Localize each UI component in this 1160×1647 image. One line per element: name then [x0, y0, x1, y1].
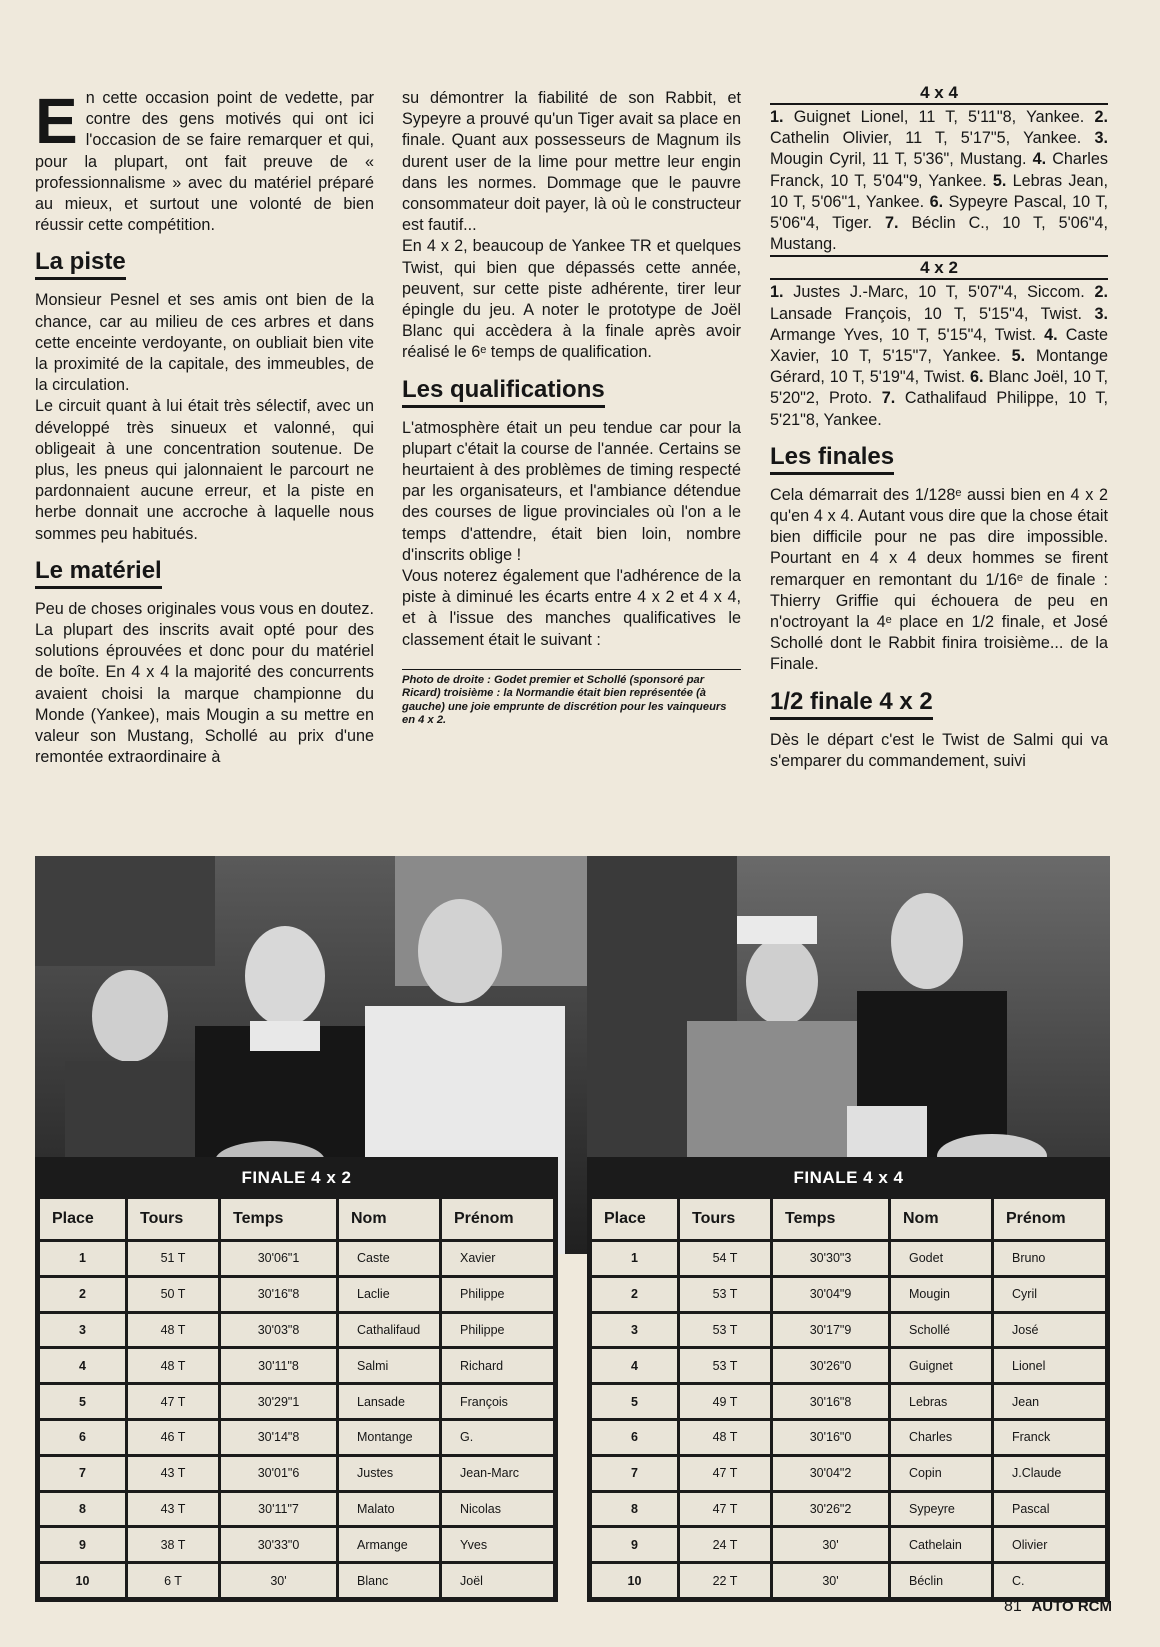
- results-heading-4x4: 4 x 4: [770, 82, 1108, 105]
- result-entry: Cathalifaud Philippe, 10 T, 5'21"8, Yankee.: [770, 389, 1109, 429]
- table-cell: Charles: [891, 1421, 991, 1454]
- heading-les-finales: Les finales: [770, 443, 894, 475]
- table-cell: Olivier: [994, 1528, 1105, 1561]
- table-cell: 3: [592, 1314, 677, 1347]
- table-cell: 7: [40, 1457, 125, 1490]
- page-number: 81: [1004, 1598, 1022, 1615]
- table-cell: Lionel: [994, 1349, 1105, 1382]
- table-title: FINALE 4 x 2: [241, 1168, 352, 1187]
- result-entry: Charles Franck, 10 T, 5'04"9, Yankee.: [770, 150, 1108, 190]
- table-cell: G.: [442, 1421, 553, 1454]
- table-cell: Copin: [891, 1457, 991, 1490]
- table-cell: 8: [40, 1493, 125, 1526]
- table-cell: 6: [40, 1421, 125, 1454]
- results-4x4: [770, 107, 1108, 255]
- table-cell: 30': [773, 1564, 888, 1597]
- table-cell: Schollé: [891, 1314, 991, 1347]
- table-cell: 9: [592, 1528, 677, 1561]
- table-cell: C.: [994, 1564, 1105, 1597]
- result-entry: Lansade François, 10 T, 5'15"4, Twist.: [770, 304, 1082, 323]
- table-grid: [40, 1199, 553, 1597]
- table-cell: Philippe: [442, 1278, 553, 1311]
- result-entry: Mougin Cyril, 11 T, 5'36", Mustang.: [770, 150, 1027, 169]
- magazine-name: AUTO RCM: [1031, 1598, 1112, 1615]
- result-entry: Justes J.-Marc, 10 T, 5'07"4, Siccom.: [783, 283, 1085, 302]
- table-cell: Nicolas: [442, 1493, 553, 1526]
- result-entry: Blanc Joël, 10 T, 5'20"2, Proto.: [770, 368, 1109, 408]
- table-cell: 30'11"7: [221, 1493, 336, 1526]
- table-cell: 30'14"8: [221, 1421, 336, 1454]
- qualif-paragraph-1: L'atmosphère était un peu tendue car pour la plupart c'était la course de l'année. Certains se heurtaient à des problèmes de timing respecté par les organisateurs, et l'ambiance détendue des courses de ligue provinciales où l'on a le temps d'attendre, était bien loin, nombre d'inscrits oblige !: [402, 418, 741, 564]
- table-cell: 30'04"9: [773, 1278, 888, 1311]
- table-cell: Montange: [339, 1421, 439, 1454]
- result-entry: Cathelin Olivier, 11 T, 5'17"5, Yankee.: [770, 129, 1082, 148]
- article-column-3: [770, 83, 1109, 772]
- column-header: Prénom: [994, 1199, 1105, 1239]
- intro-paragraph: En cette occasion point de vedette, par contre des gens motivés qui ont ici l'occasion de se faire remarquer et qui, pour la plupart, ont fait preuve de « professionnalisme » avec du matériel préparé au mieux, et surtout une volonté de bien réussir cette compétition.: [35, 85, 374, 235]
- table-cell: Jean: [994, 1385, 1105, 1418]
- col2-paragraph-2: En 4 x 2, beaucoup de Yankee TR et quelques Twist, qui bien que dépassés cette année, peuvent, sur cette piste adhérente, tirer leur épingle du jeu. A noter le prototype de Joël Blanc qui accèdera à la finale après avoir réalisé le 6ᵉ temps de qualification.: [402, 237, 741, 362]
- column-header: Prénom: [442, 1199, 553, 1239]
- table-cell: 43 T: [128, 1457, 218, 1490]
- table-cell: Armange: [339, 1528, 439, 1561]
- table-cell: 3: [40, 1314, 125, 1347]
- table-cell: 4: [40, 1349, 125, 1382]
- table-cell: Philippe: [442, 1314, 553, 1347]
- table-cell: 1: [40, 1242, 125, 1275]
- table-cell: 5: [592, 1385, 677, 1418]
- table-cell: 53 T: [680, 1278, 770, 1311]
- demi-finale-paragraph: Dès le départ c'est le Twist de Salmi qui va s'emparer du commandement, suivi: [770, 730, 1108, 770]
- result-rank: 1.: [770, 283, 784, 302]
- table-cell: Cathelain: [891, 1528, 991, 1561]
- piste-paragraph-2: Le circuit quant à lui était très sélectif, avec un développé très sinueux et valonné, qui obligeait à une concentration soutenue. De plus, les pneus qui jalonnaient le parcourt ne pardonnaient aucune erreur, et la piste en herbe donnait une accroche à laquelle nous sommes peu habitués.: [35, 397, 374, 543]
- column-header: Temps: [773, 1199, 888, 1239]
- result-entry: Armange Yves, 10 T, 5'15"4, Twist.: [770, 325, 1037, 344]
- article-column-2: [402, 88, 741, 728]
- table-cell: Franck: [994, 1421, 1105, 1454]
- table-cell: Godet: [891, 1242, 991, 1275]
- table-cell: Blanc: [339, 1564, 439, 1597]
- qualif-paragraph-2: Vous noterez également que l'adhérence de la piste à diminué les écarts entre 4 x 2 et 4 x 4, et à l'issue des manches qualificatives le classement était le suivant :: [402, 567, 741, 649]
- result-rank: 4.: [1044, 325, 1058, 344]
- heading-demi-finale-4x2: 1/2 finale 4 x 2: [770, 688, 933, 720]
- table-cell: 30'26"0: [773, 1349, 888, 1382]
- result-rank: 3.: [1094, 129, 1108, 148]
- table-cell: Cathalifaud: [339, 1314, 439, 1347]
- result-rank: 4.: [1032, 150, 1047, 169]
- table-cell: Xavier: [442, 1242, 553, 1275]
- table-cell: 2: [40, 1278, 125, 1311]
- table-cell: 6: [592, 1421, 677, 1454]
- table-cell: 30'03"8: [221, 1314, 336, 1347]
- table-cell: 48 T: [128, 1349, 218, 1382]
- column-header: Place: [592, 1199, 677, 1239]
- result-rank: 7.: [881, 389, 896, 408]
- results-heading-4x2: 4 x 2: [770, 255, 1108, 280]
- page-footer: [1004, 1598, 1112, 1616]
- table-cell: 53 T: [680, 1314, 770, 1347]
- table-grid: [592, 1199, 1105, 1597]
- table-cell: 47 T: [680, 1493, 770, 1526]
- heading-le-materiel: Le matériel: [35, 557, 162, 589]
- table-cell: 43 T: [128, 1493, 218, 1526]
- table-cell: J.Claude: [994, 1457, 1105, 1490]
- table-cell: Lansade: [339, 1385, 439, 1418]
- table-cell: Bruno: [994, 1242, 1105, 1275]
- table-cell: 49 T: [680, 1385, 770, 1418]
- table-finale-4x2: [35, 1157, 558, 1602]
- table-cell: Cyril: [994, 1278, 1105, 1311]
- table-cell: 46 T: [128, 1421, 218, 1454]
- table-cell: 7: [592, 1457, 677, 1490]
- column-header: Tours: [128, 1199, 218, 1239]
- table-cell: Yves: [442, 1528, 553, 1561]
- result-entry: Sypeyre Pascal, 10 T, 5'06"4, Tiger.: [770, 192, 1109, 233]
- result-entry: Montange Gérard, 10 T, 5'19"4, Twist.: [770, 347, 1108, 387]
- table-cell: 48 T: [128, 1314, 218, 1347]
- table-cell: 38 T: [128, 1528, 218, 1561]
- table-cell: Pascal: [994, 1493, 1105, 1526]
- table-cell: Richard: [442, 1349, 553, 1382]
- table-finale-4x4: [587, 1157, 1110, 1602]
- result-entry: Béclin C., 10 T, 5'06"4, Mustang.: [770, 214, 1108, 254]
- table-cell: 30'33"0: [221, 1528, 336, 1561]
- table-cell: 47 T: [680, 1457, 770, 1490]
- table-cell: Jean-Marc: [442, 1457, 553, 1490]
- table-cell: 6 T: [128, 1564, 218, 1597]
- column-header: Tours: [680, 1199, 770, 1239]
- table-cell: 48 T: [680, 1421, 770, 1454]
- table-cell: 9: [40, 1528, 125, 1561]
- table-cell: 22 T: [680, 1564, 770, 1597]
- heading-la-piste: La piste: [35, 248, 126, 280]
- drop-cap: E: [35, 85, 78, 157]
- table-cell: José: [994, 1314, 1105, 1347]
- finales-paragraph: Cela démarrait des 1/128ᵉ aussi bien en 4 x 2 qu'en 4 x 4. Autant vous dire que la chose était bien difficile pour ne pas dire impossible. Pourtant en 4 x 4 deux hommes se firent remarquer en remontant du 1/16ᵉ de finale : Thierry Griffie qui échouera de peu en n'octroyant la 4ᵉ place en 1/2 finale, et José Schollé dont le Rabbit finira troisième... de la Finale.: [770, 485, 1108, 674]
- column-header: Temps: [221, 1199, 336, 1239]
- table-cell: Caste: [339, 1242, 439, 1275]
- table-cell: Mougin: [891, 1278, 991, 1311]
- table-cell: 5: [40, 1385, 125, 1418]
- column-header: Nom: [339, 1199, 439, 1239]
- photo-caption: Photo de droite : Godet premier et Schollé (sponsoré par Ricard) troisième : la Normandie était bien représentée (à gauche) une joie emprunte de discrétion pour les vainqueurs en 4 x 2.: [402, 669, 741, 728]
- result-entry: Caste Xavier, 10 T, 5'15"7, Yankee.: [770, 325, 1108, 366]
- result-entry: Guignet Lionel, 11 T, 5'11"8, Yankee.: [783, 108, 1085, 126]
- table-cell: 51 T: [128, 1242, 218, 1275]
- result-rank: 7.: [884, 214, 899, 233]
- table-cell: 30'04"2: [773, 1457, 888, 1490]
- result-rank: 6.: [929, 192, 944, 211]
- table-cell: 30'17"9: [773, 1314, 888, 1347]
- materiel-paragraph: Peu de choses originales vous vous en doutez. La plupart des inscrits avait opté pour des solutions éprouvées et donc pour du matériel de boîte. En 4 x 4 la majorité des concurrents avaient choisi la marque championne du Monde (Yankee), mais Mougin a su mettre en valeur son Mustang, Schollé au prix d'une remontée extraordinaire à: [35, 599, 374, 767]
- table-cell: 47 T: [128, 1385, 218, 1418]
- table-cell: 30'11"8: [221, 1349, 336, 1382]
- heading-les-qualifications: Les qualifications: [402, 376, 605, 408]
- table-cell: 30': [221, 1564, 336, 1597]
- table-cell: 30'16"8: [221, 1278, 336, 1311]
- table-cell: 1: [592, 1242, 677, 1275]
- result-rank: 5.: [1011, 347, 1026, 366]
- table-cell: 30'16"0: [773, 1421, 888, 1454]
- table-cell: 8: [592, 1493, 677, 1526]
- col2-paragraph-1: su démontrer la fiabilité de son Rabbit, et Sypeyre a prouvé qu'un Tiger avait sa place en finale. Quant aux possesseurs de Magnum ils durent user de la lime pour mettre leur engin dans les normes. Dommage que le pauvre consommateur doit payer, là où le constructeur est fautif...: [402, 89, 741, 235]
- table-cell: 2: [592, 1278, 677, 1311]
- table-cell: 4: [592, 1349, 677, 1382]
- results-4x2: [770, 282, 1108, 430]
- article-column-1: [35, 85, 374, 768]
- result-rank: 3.: [1094, 304, 1108, 323]
- table-cell: 53 T: [680, 1349, 770, 1382]
- table-cell: 50 T: [128, 1278, 218, 1311]
- result-rank: 6.: [970, 368, 984, 387]
- table-cell: Malato: [339, 1493, 439, 1526]
- table-cell: Salmi: [339, 1349, 439, 1382]
- column-header: Place: [40, 1199, 125, 1239]
- table-cell: Guignet: [891, 1349, 991, 1382]
- table-cell: 30'01"6: [221, 1457, 336, 1490]
- table-cell: 30'30"3: [773, 1242, 888, 1275]
- table-cell: 10: [40, 1564, 125, 1597]
- table-cell: 30'06"1: [221, 1242, 336, 1275]
- table-cell: François: [442, 1385, 553, 1418]
- table-cell: Sypeyre: [891, 1493, 991, 1526]
- table-cell: 30'26"2: [773, 1493, 888, 1526]
- column-header: Nom: [891, 1199, 991, 1239]
- result-rank: 1.: [770, 108, 784, 126]
- table-cell: Justes: [339, 1457, 439, 1490]
- table-cell: 54 T: [680, 1242, 770, 1275]
- table-cell: Laclie: [339, 1278, 439, 1311]
- table-cell: Lebras: [891, 1385, 991, 1418]
- table-cell: 24 T: [680, 1528, 770, 1561]
- table-cell: Joël: [442, 1564, 553, 1597]
- piste-paragraph-1: Monsieur Pesnel et ses amis ont bien de la chance, car au milieu de ces arbres et dans cette enceinte verdoyante, on oubliait bien vite la proximité de la capitale, des immeubles, de la circulation.: [35, 291, 374, 395]
- result-entry: Lebras Jean, 10 T, 5'06"1, Yankee.: [770, 171, 1109, 211]
- result-rank: 2.: [1094, 108, 1108, 126]
- table-cell: 30'29"1: [221, 1385, 336, 1418]
- result-rank: 2.: [1094, 283, 1109, 302]
- table-cell: 30': [773, 1528, 888, 1561]
- table-cell: 30'16"8: [773, 1385, 888, 1418]
- result-rank: 5.: [992, 171, 1007, 190]
- table-title: FINALE 4 x 4: [793, 1168, 904, 1187]
- table-cell: Béclin: [891, 1564, 991, 1597]
- table-cell: 10: [592, 1564, 677, 1597]
